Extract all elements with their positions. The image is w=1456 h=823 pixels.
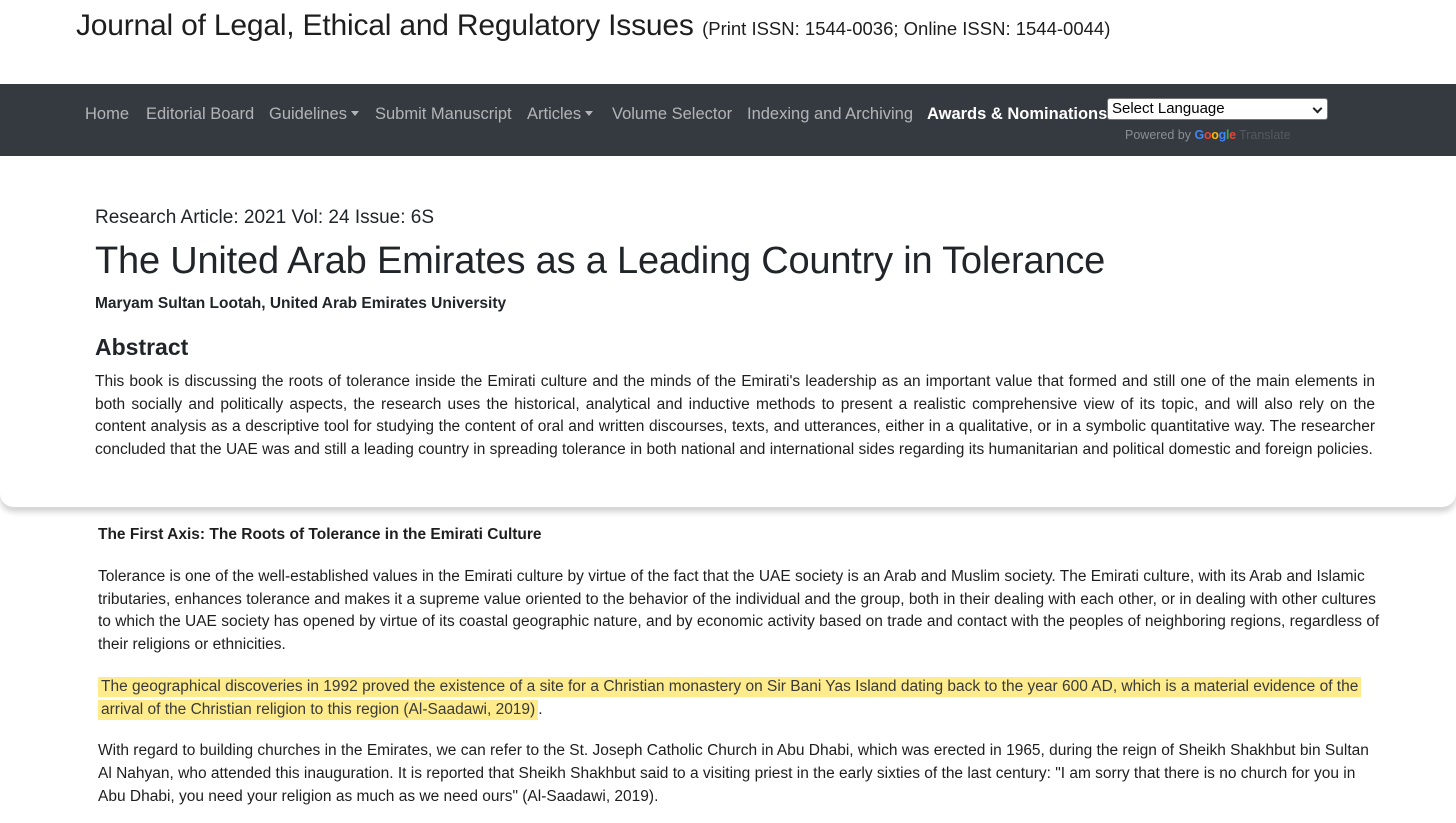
nav-articles-label: Articles bbox=[527, 105, 582, 123]
chevron-down-icon bbox=[351, 111, 359, 116]
highlighted-paragraph bbox=[98, 676, 1383, 721]
paragraph-tail: . bbox=[538, 700, 543, 718]
main-navbar bbox=[0, 84, 1456, 156]
nav-home[interactable]: Home bbox=[85, 105, 130, 123]
article-title: The United Arab Emirates as a Leading Country in Tolerance bbox=[95, 240, 1106, 282]
nav-volume-selector[interactable]: Volume Selector bbox=[612, 105, 733, 123]
abstract-text: This book is discussing the roots of tolerance inside the Emirati culture and the minds of the Emirati's leadership as an important value that formed and still one of the main elements in both socially and politically aspects, the research uses the historical, analytical and inductive methods to present a realistic comprehensive view of its topic, and will also rely on the content analysis as a descriptive tool for studying the content of oral and written discourses, texts, and utterances, either in a qualitative, or in a symbolic quantitative way. The researcher concluded that the UAE was and still a leading country in spreading tolerance in both national and international sides regarding its humanitarian and political domestic and foreign policies. bbox=[95, 373, 1375, 459]
nav-indexing-archiving[interactable]: Indexing and Archiving bbox=[747, 105, 914, 123]
nav-articles-dropdown[interactable] bbox=[527, 105, 593, 124]
powered-by-google-translate bbox=[1125, 128, 1291, 142]
article-body bbox=[98, 526, 1383, 823]
section-heading: The First Axis: The Roots of Tolerance in the Emirati Culture bbox=[98, 526, 542, 543]
text-highlight[interactable]: The geographical discoveries in 1992 proved the existence of a site for a Christian monastery on Sir Bani Yas Island dating back to the year 600 AD, which is a material evidence of the arrival of the Christian religion to this region (Al-Saadawi, 2019) bbox=[98, 677, 1361, 720]
chevron-down-icon bbox=[1313, 104, 1323, 114]
nav-awards-nominations[interactable]: Awards & Nominations bbox=[927, 105, 1108, 123]
nav-editorial-board[interactable]: Editorial Board bbox=[146, 105, 255, 123]
chevron-down-icon bbox=[585, 111, 593, 116]
language-select-value: Select Language bbox=[1112, 100, 1225, 117]
language-select[interactable] bbox=[1107, 98, 1328, 120]
nav-guidelines-dropdown[interactable] bbox=[269, 105, 359, 124]
journal-issn: (Print ISSN: 1544-0036; Online ISSN: 1544-0044) bbox=[702, 18, 1111, 39]
body-paragraph: Tolerance is one of the well-established values in the Emirati culture by virtue of the fact that the UAE society is an Arab and Muslim society. The Emirati culture, with its Arab and Islamic tributaries, enhances tolerance and makes it a supreme value oriented to the behavior of the individual and the group, both in their dealing with each other, or in dealing with other cultures to which the UAE society has opened by virtue of its coastal geographic nature, and by economic activity based on trade and contact with the peoples of neighboring regions, regardless of their religions or ethnicities. bbox=[98, 568, 1380, 654]
google-logo[interactable]: Google bbox=[1194, 128, 1236, 142]
article-meta: Research Article: 2021 Vol: 24 Issue: 6S bbox=[95, 207, 435, 228]
masthead bbox=[0, 0, 1456, 84]
body-paragraph: With regard to building churches in the Emirates, we can refer to the St. Joseph Catholic Church in Abu Dhabi, which was erected in 1965, during the reign of Sheikh Shakhbut bin Sultan Al Nahyan, who attended this inauguration. It is reported that Sheikh Shakhbut said to a visiting priest in the early sixties of the last century: "I am sorry that there is no church for you in Abu Dhabi, you need your religion as much as we need ours" (Al-Saadawi, 2019). bbox=[98, 742, 1369, 805]
journal-name[interactable]: Journal of Legal, Ethical and Regulatory Issues bbox=[76, 9, 694, 42]
abstract-heading: Abstract bbox=[95, 334, 189, 360]
powered-by-label: Powered by bbox=[1125, 128, 1192, 142]
journal-title[interactable] bbox=[76, 9, 1110, 43]
article-header-card bbox=[0, 156, 1456, 508]
translate-link[interactable]: Translate bbox=[1239, 128, 1291, 142]
nav-guidelines-label: Guidelines bbox=[269, 105, 347, 123]
article-authors: Maryam Sultan Lootah, United Arab Emirates University bbox=[95, 295, 507, 312]
nav-submit-manuscript[interactable]: Submit Manuscript bbox=[375, 105, 512, 123]
